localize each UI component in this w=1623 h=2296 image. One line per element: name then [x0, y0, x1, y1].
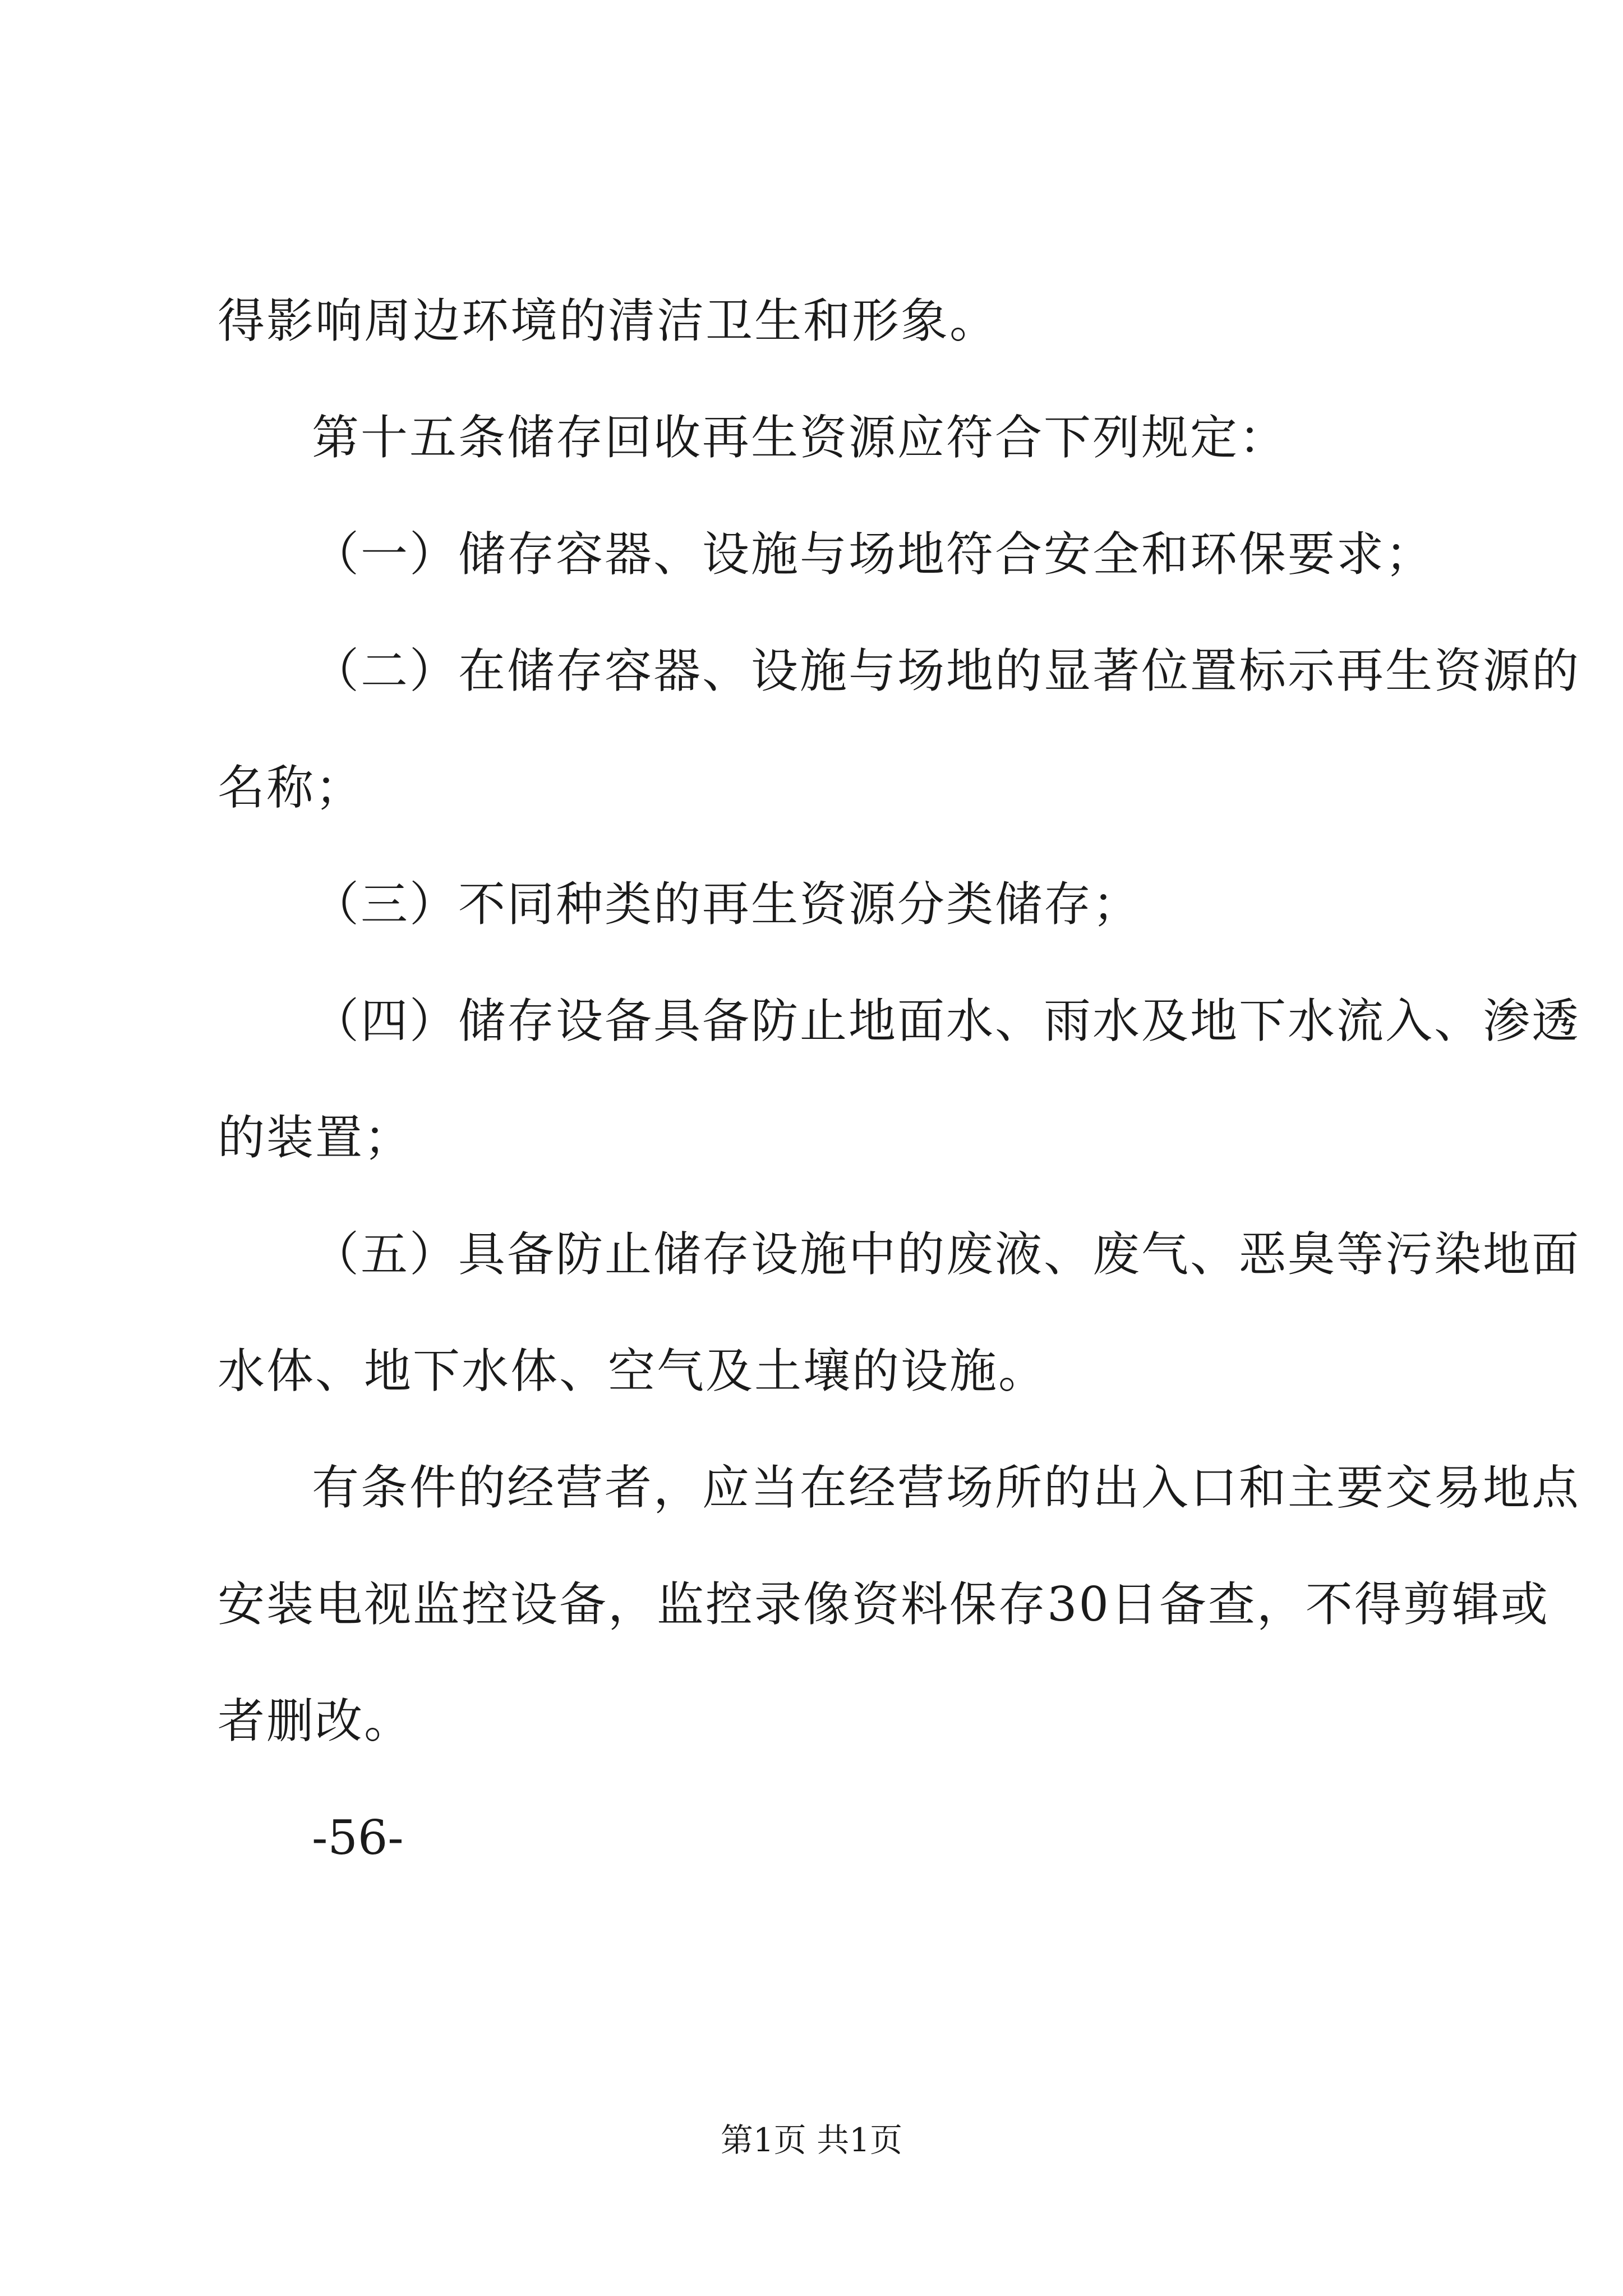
text-line-5: 名称； [218, 760, 365, 815]
text-line-9: （五）具备防止储存设施中的废液、废气、恶臭等污染地面 [312, 1227, 1581, 1282]
text-line-1: 得影响周边环境的清洁卫生和形象。 [218, 293, 999, 348]
text-line-8: 的装置； [218, 1110, 413, 1165]
text-line-2: 第十五条储存回收再生资源应符合下列规定： [312, 410, 1288, 465]
page-number: -56- [312, 1810, 404, 1865]
text-line-11: 有条件的经营者，应当在经营场所的出入口和主要交易地点 [312, 1460, 1581, 1515]
text-line-10: 水体、地下水体、空气及土壤的设施。 [218, 1343, 1048, 1398]
text-line-7: （四）储存设备具备防止地面水、雨水及地下水流入、渗透 [312, 993, 1581, 1048]
text-line-6: （三）不同种类的再生资源分类储存； [312, 877, 1142, 932]
text-line-13: 者删改。 [218, 1694, 413, 1749]
page-footer: 第1页 共1页 [720, 2121, 903, 2159]
text-line-3: （一）储存容器、设施与场地符合安全和环保要求； [312, 527, 1435, 582]
text-line-12: 安装电视监控设备，监控录像资料保存30日备查，不得剪辑或 [218, 1577, 1550, 1632]
document-body [218, 293, 1581, 1865]
text-line-4: （二）在储存容器、设施与场地的显著位置标示再生资源的 [312, 643, 1581, 698]
